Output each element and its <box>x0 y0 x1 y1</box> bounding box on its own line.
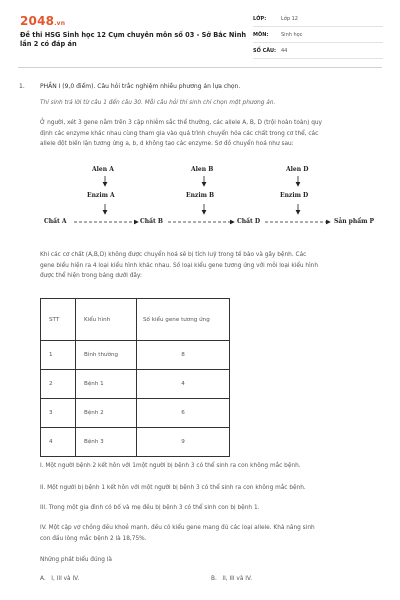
table-row <box>41 341 230 370</box>
meta-label: MÔN: <box>253 31 269 38</box>
table-row <box>41 399 230 428</box>
meta-row-subject <box>253 27 383 43</box>
metabolic-pathway-diagram <box>40 163 380 233</box>
table-cell: Bệnh 3 <box>76 428 137 457</box>
header-divider <box>18 67 382 68</box>
text-line: định các enzyme khác nhau cùng tham gia vào quá trình chuyển hóa các chất trong cơ thể, các <box>40 130 319 137</box>
table-cell: Bình thường <box>76 341 137 370</box>
option-text: I, III và IV. <box>51 576 80 582</box>
column-header: STT <box>41 299 76 341</box>
text-line: được thể hiện trong bảng dưới đây: <box>40 273 142 280</box>
statement-4 <box>40 523 380 544</box>
table-row <box>41 370 230 399</box>
table-cell: 2 <box>41 370 76 399</box>
option-key: A. <box>40 576 46 582</box>
question-number: 1. <box>19 83 25 90</box>
question-middle <box>40 250 380 282</box>
option-text: II, III và IV. <box>222 576 253 582</box>
section-instruction: Thí sinh trả lời từ câu 1 đến câu 30. Mỗi câu hỏi thí sinh chỉ chọn một phương án. <box>40 100 276 106</box>
text-line: gene biểu hiện ra 4 loại kiểu hình khác nhau. Số loại kiểu gene tương ứng với mỗi loại kiểu hình <box>40 262 319 269</box>
genotype-table <box>40 298 230 457</box>
question-prompt: Những phát biểu đúng là <box>40 557 112 563</box>
enzyme-label: Enzim A <box>87 192 115 199</box>
table-cell: 6 <box>137 399 230 428</box>
text-line: Khi các cơ chất (A,B,D) không được chuyển hoá sẽ bị tích luỹ trong tế bào và gây bệnh. Các <box>40 252 307 258</box>
meta-row-class <box>253 11 383 27</box>
enzyme-label: Enzim B <box>186 192 215 199</box>
table-cell: 4 <box>137 370 230 399</box>
meta-label: SỐ CÂU: <box>253 47 277 54</box>
site-logo[interactable] <box>20 14 65 28</box>
table-cell: 4 <box>41 428 76 457</box>
logo-text: 2048 <box>20 14 55 28</box>
table-header-row <box>41 299 230 341</box>
column-header: Số kiểu gene tương ứng <box>137 299 230 341</box>
table-cell: 8 <box>137 341 230 370</box>
text-line: Ở người, xét 3 gene nằm trên 3 cặp nhiễm sắc thể thường, các allele A, B, D (trội hoàn toàn) quy <box>40 120 322 126</box>
page-header <box>0 0 400 66</box>
table-row <box>41 428 230 457</box>
meta-value[interactable]: Lớp 12 <box>281 15 298 22</box>
question-intro <box>40 118 380 150</box>
meta-row-count <box>253 43 383 59</box>
table-cell: Bệnh 1 <box>76 370 137 399</box>
product-label: Sản phẩm P <box>334 218 375 225</box>
statement-3: III. Trong một gia đình có bố và mẹ đều bị bệnh 3 có thể sinh con bị bệnh 1. <box>40 505 260 511</box>
table-cell: 3 <box>41 399 76 428</box>
table-cell: 9 <box>137 428 230 457</box>
section-title: PHẦN I (9,0 điểm). Câu hỏi trắc nghiệm nhiều phương án lựa chọn. <box>40 83 241 90</box>
text-line: IV. Một cặp vợ chồng đều khoẻ mạnh, đều có kiểu gene mang đủ các loại allele. Khả năng sinh <box>40 525 315 531</box>
meta-box <box>253 11 383 59</box>
option-a[interactable] <box>40 576 79 582</box>
substrate-label: Chất D <box>237 218 261 225</box>
document-title: Đề thi HSG Sinh học 12 Cụm chuyên môn số 03 - Sở Bắc Ninh lần 2 có đáp án <box>20 31 247 49</box>
meta-value[interactable]: Sinh học <box>281 31 303 38</box>
meta-value: 44 <box>281 47 288 54</box>
allele-label: Alen D <box>286 166 309 173</box>
text-line: allele đột biến lặn tương ứng a, b, d không tạo các enzyme. Sơ đồ chuyển hoá như sau: <box>40 141 294 148</box>
text-line: con đầu lòng mắc bệnh 2 là 18,75%. <box>40 535 147 542</box>
logo-suffix: .vn <box>54 20 66 27</box>
enzyme-label: Enzim D <box>280 192 309 199</box>
meta-label: LỚP: <box>253 15 267 22</box>
allele-label: Alen B <box>191 166 214 173</box>
statement-2: II. Một người bị bệnh 1 kết hôn với một người bị bệnh 3 có thể sinh ra con không mắc bệnh. <box>40 485 306 491</box>
table-cell: 1 <box>41 341 76 370</box>
allele-label: Alen A <box>92 166 114 173</box>
substrate-label: Chất B <box>140 218 163 225</box>
option-b[interactable] <box>211 576 252 582</box>
option-key: B. <box>211 576 217 582</box>
pathway-arrows <box>40 163 380 238</box>
column-header: Kiểu hình <box>76 299 137 341</box>
statement-1: I. Một người bệnh 2 kết hôn với 1một người bị bệnh 3 có thể sinh ra con không mắc bệnh. <box>40 463 301 469</box>
table-cell: Bệnh 2 <box>76 399 137 428</box>
substrate-label: Chất A <box>44 218 67 225</box>
